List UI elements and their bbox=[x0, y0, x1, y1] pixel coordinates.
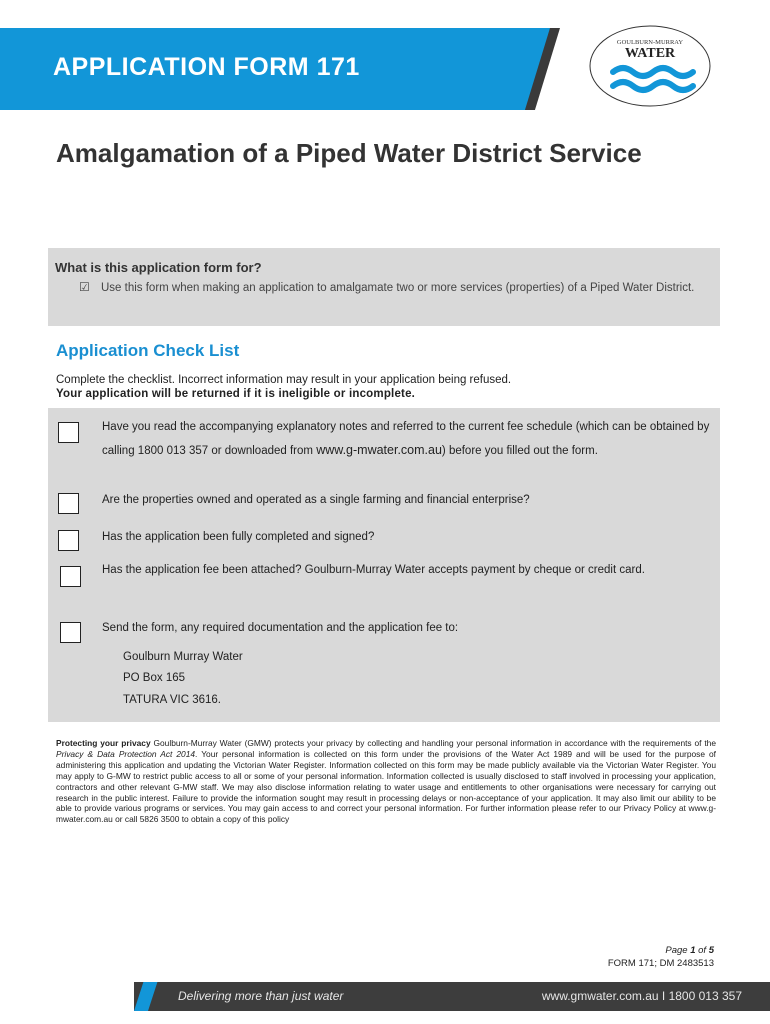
privacy-act-name: Privacy & Data Protection Act 2014 bbox=[56, 748, 196, 759]
checklist-item-explanatory-notes: Have you read the accompanying explanatory notes and referred to the current fee schedule (which can be obtained by calling 1800 013 357 or downloaded from www.g-mwater.com.au) before you filled out the form. bbox=[102, 421, 710, 457]
checklist-heading: Application Check List bbox=[56, 341, 240, 360]
checkbox-completed-signed[interactable] bbox=[58, 530, 79, 551]
checkbox-send-form[interactable] bbox=[60, 622, 81, 643]
checklist-panel bbox=[48, 408, 720, 722]
checklist-warning: Your application will be returned if it is ineligible or incomplete. bbox=[56, 388, 416, 400]
privacy-statement: Protecting your privacy Goulburn-Murray Water (GMW) protects your privacy by collecting and handling your personal information in accordance with the requirements of the Privacy & Data Protection Act 2014. Your personal information is collected on this form under the provisions of the Water Act 1989 and will be used for the purpose of administering this application and updating the Victorian Water Register. Information collected on this form may be made publicly available via the Victorian Water Register. You may apply to G-MW to restrict public access to all or some of your personal information. Information collected is usually disclosed to staff involved in processing your application, contractors and other relevant G-MW staff. We may also disclose information relating to water usage and entitlements to other organisations were necessary for carrying out research in the public interest. Failure to provide the information sought may result in processing delays or non-acceptance of your application. It may also limit our ability to be able to provide various programs or services. You may gain access to and correct your personal information. For further information please refer to our Privacy Policy at www.g-mwater.com.au or call 5826 3500 to obtain a copy of this policy bbox=[56, 738, 716, 825]
website-link[interactable]: www.g-mwater.com.au bbox=[316, 442, 442, 457]
checkbox-ticked-icon: ☑ bbox=[79, 280, 90, 294]
checklist-item-send-form: Send the form, any required documentation and the application fee to: bbox=[102, 622, 459, 634]
checkbox-fee-attached[interactable] bbox=[60, 566, 81, 587]
page-number: Page 1 of 5 bbox=[665, 945, 714, 956]
footer-tagline: Delivering more than just water bbox=[178, 989, 344, 1003]
checklist-item-fee-attached: Has the application fee been attached? Goulburn-Murray Water accepts payment by cheque or credit card. bbox=[102, 564, 645, 576]
purpose-panel bbox=[48, 248, 720, 326]
address-line-2: PO Box 165 bbox=[123, 672, 186, 684]
form-number-title: APPLICATION FORM 171 bbox=[53, 53, 360, 81]
privacy-label: Protecting your privacy bbox=[56, 738, 151, 748]
goulburn-murray-water-logo bbox=[585, 22, 715, 110]
checklist-item-single-enterprise: Are the properties owned and operated as a single farming and financial enterprise? bbox=[102, 494, 530, 506]
checklist-intro: Complete the checklist. Incorrect information may result in your application being refused. bbox=[56, 374, 512, 386]
logo-main-text: WATER bbox=[624, 46, 676, 61]
page-title: Amalgamation of a Piped Water District Service bbox=[56, 138, 642, 168]
checkbox-single-enterprise[interactable] bbox=[58, 493, 79, 514]
logo-top-text: GOULBURN-MURRAY bbox=[616, 39, 684, 46]
checklist-item-completed-signed: Has the application been fully completed and signed? bbox=[102, 531, 375, 543]
form-reference: FORM 171; DM 2483513 bbox=[607, 958, 714, 969]
purpose-heading: What is this application form for? bbox=[55, 260, 262, 275]
address-line-3: TATURA VIC 3616. bbox=[123, 694, 221, 706]
checkbox-explanatory-notes[interactable] bbox=[58, 422, 79, 443]
footer-contact: www.gmwater.com.au I 1800 013 357 bbox=[541, 989, 742, 1003]
address-line-1: Goulburn Murray Water bbox=[123, 651, 243, 663]
purpose-text: Use this form when making an application to amalgamate two or more services (properties) of a Piped Water District. bbox=[101, 282, 695, 294]
